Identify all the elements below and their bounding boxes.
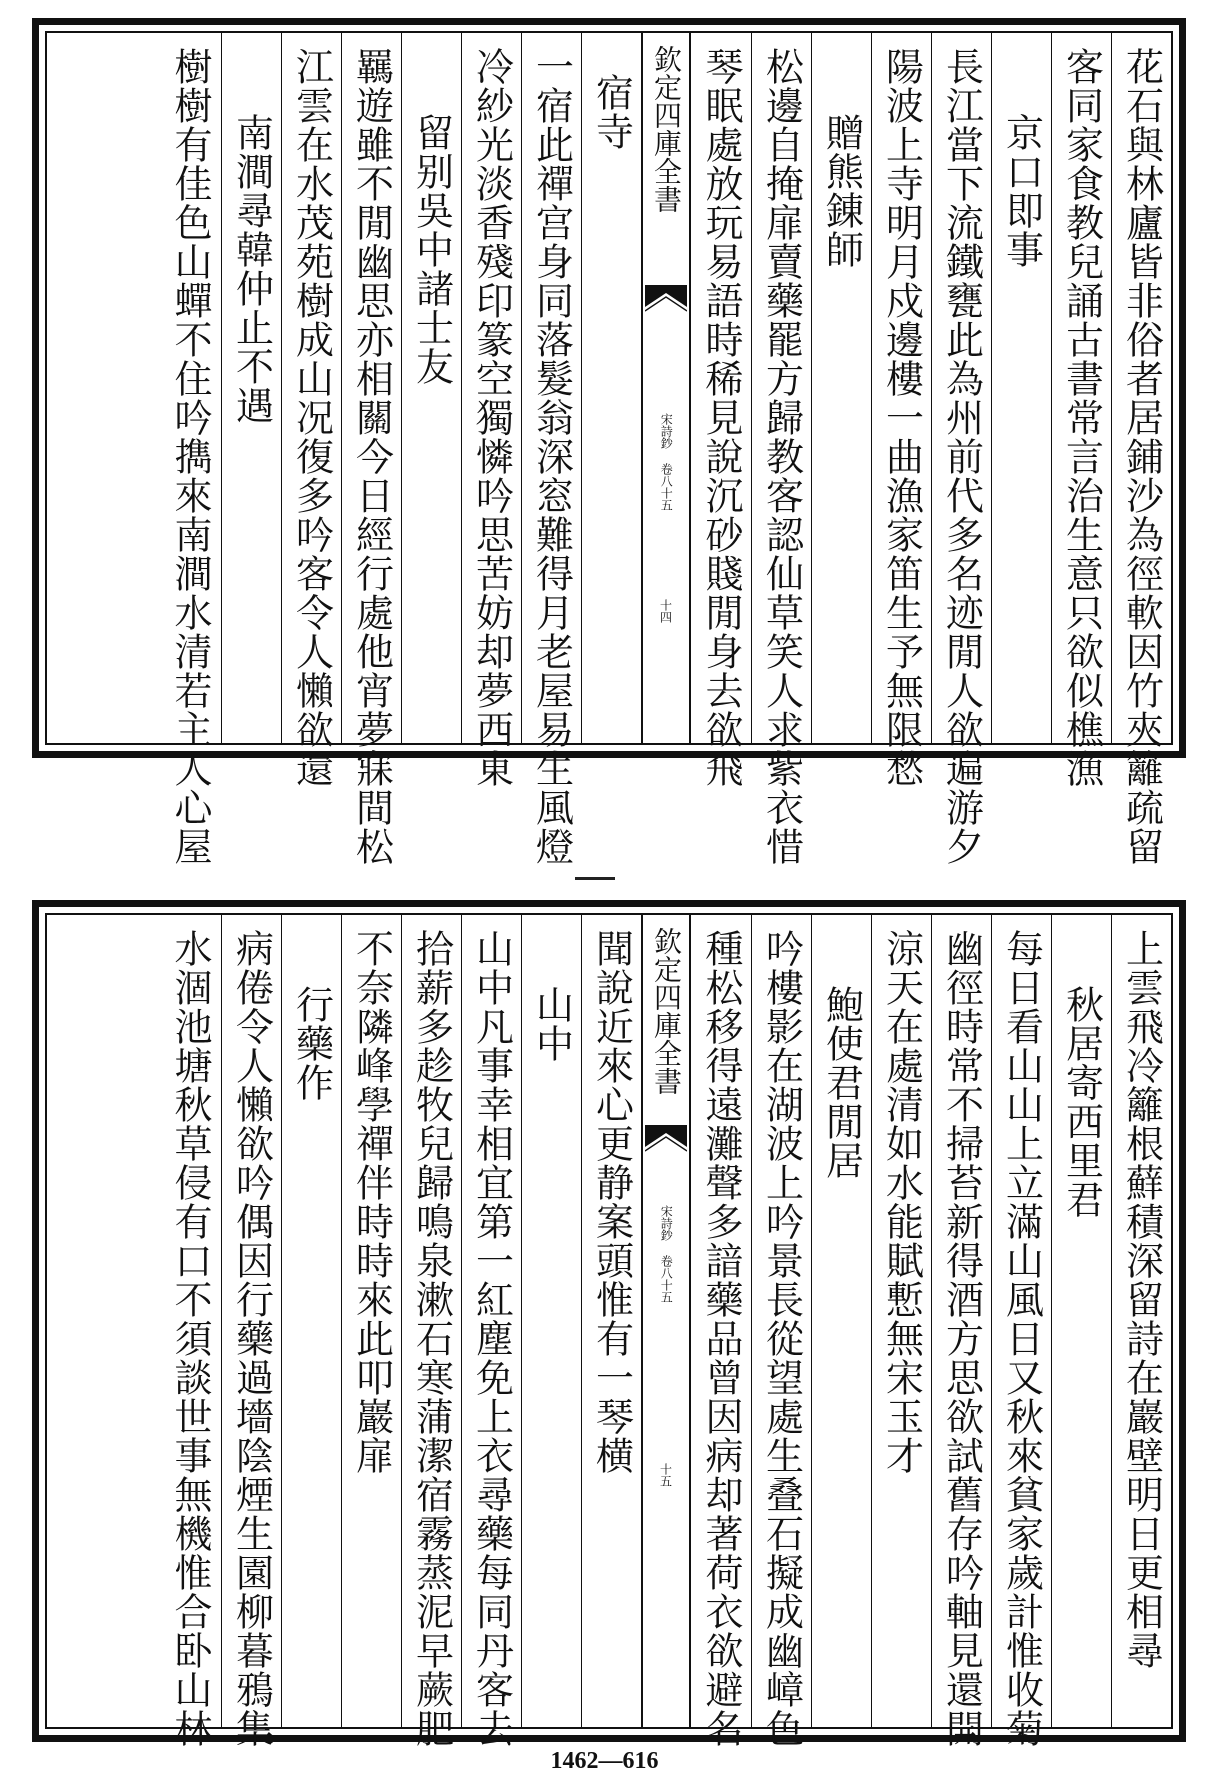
poem-title-column <box>991 33 1051 743</box>
column-text: 每日看山山上立滿山風日又秋來貧家歲計惟收菊 <box>999 929 1044 1748</box>
column-text: 冷紗光淡香殘印篆空獨憐吟思苦妨却夢西東 <box>469 47 514 788</box>
column-text: 不奈隣峰學禪伴時時來此叩巖扉 <box>349 929 394 1475</box>
poem-title-column <box>811 33 871 743</box>
poem-title-column <box>811 915 871 1727</box>
poem-title: 鮑使君閒居 <box>819 985 864 1180</box>
text-column <box>1111 915 1171 1727</box>
text-column <box>159 33 221 866</box>
column-text: 松邊自掩扉賣藥罷方歸教客認仙草笑人求紫衣惜 <box>759 47 804 866</box>
column-text: 客同家食教兒誦古書常言治生意只欲似樵漁 <box>1059 47 1104 788</box>
text-column <box>521 33 581 866</box>
poem-title: 秋居寄西里君 <box>1059 985 1104 1219</box>
poem-title-column <box>401 33 461 743</box>
poem-title-column <box>281 915 341 1727</box>
separator-dash <box>575 877 615 880</box>
text-column <box>281 33 341 788</box>
poem-title-column <box>581 33 641 743</box>
column-text: 上雲飛冷籬根蘚積深留詩在巖壁明日更相尋 <box>1119 929 1164 1670</box>
column-text: 涼天在處清如水能賦慙無宋玉才 <box>879 929 924 1475</box>
poem-title: 宿寺 <box>589 73 634 151</box>
spine-page-number: 十四 <box>658 599 673 623</box>
spine-title: 欽定四庫全書 <box>650 45 683 213</box>
spine-title: 欽定四庫全書 <box>650 927 683 1095</box>
text-column <box>931 33 991 866</box>
text-column <box>461 33 521 788</box>
bottom-page-inner <box>45 913 1173 1748</box>
text-column <box>931 915 991 1748</box>
poem-title-column <box>221 33 281 743</box>
center-spine <box>641 33 691 743</box>
text-column <box>991 915 1051 1748</box>
poem-title-column <box>521 915 581 1727</box>
text-column <box>401 915 461 1748</box>
poem-title: 行藥作 <box>289 985 334 1102</box>
column-text: 羈遊雖不閒幽思亦相關今日經行處他宵夢寐間松 <box>349 47 394 866</box>
column-text: 病倦令人懶欲吟偶因行藥過墻陰煙生園柳暮鴉集 <box>229 929 274 1748</box>
text-column <box>691 915 751 1748</box>
page-footer-number: 1462—616 <box>550 1748 659 1774</box>
column-text: 花石與林廬皆非俗者居鋪沙為徑軟因竹夾籬疏留 <box>1119 47 1164 866</box>
column-text: 種松移得遠灘聲多諳藥品曾因病却著荷衣欲避名 <box>699 929 743 1748</box>
poem-title: 南澗尋韓仲止不遇 <box>229 113 274 425</box>
text-column <box>221 915 281 1748</box>
column-text: 吟樓影在湖波上吟景長從望處生叠石擬成幽嶂色 <box>759 929 804 1748</box>
text-column <box>341 33 401 866</box>
column-text: 聞說近來心更静案頭惟有一琴横 <box>589 929 634 1475</box>
text-column <box>871 33 931 788</box>
text-column <box>581 915 641 1727</box>
fishtail-mark <box>645 1125 687 1155</box>
text-column <box>1051 33 1111 788</box>
column-text: 江雲在水茂苑樹成山况復多吟客令人懶欲還 <box>289 47 334 788</box>
text-column <box>751 33 811 866</box>
text-column <box>1111 33 1171 866</box>
column-text: 山中凡事幸相宜第一紅塵免上衣尋藥每同丹客去 <box>469 929 514 1748</box>
bottom-page-block <box>32 900 1186 1748</box>
text-column <box>159 915 221 1748</box>
text-column <box>461 915 521 1748</box>
text-column <box>691 33 751 788</box>
spine-volume: 宋詩鈔 卷八十五 <box>659 1205 674 1303</box>
column-text: 幽徑時常不掃苔新得酒方思欲試舊存吟軸見還開 <box>939 929 984 1748</box>
text-column <box>871 915 931 1727</box>
text-column <box>341 915 401 1727</box>
column-text: 陽波上寺明月戍邊樓一曲漁家笛生予無限愁 <box>879 47 924 788</box>
poem-title: 贈熊錬師 <box>819 113 864 269</box>
center-spine <box>641 915 691 1727</box>
column-text: 長江當下流鐵甕此為州前代多名迹閒人欲遍游夕 <box>939 47 984 866</box>
spine-volume: 宋詩鈔 卷八十五 <box>659 413 674 511</box>
column-text: 琴眠處放玩易語時稀見說沉砂賤閒身去欲飛 <box>699 47 743 788</box>
column-text: 樹樹有佳色山蟬不住吟擕來南澗水清若主人心屋 <box>168 47 212 866</box>
fishtail-mark <box>645 285 687 315</box>
poem-title: 留别吳中諸士友 <box>409 113 454 386</box>
top-page-block <box>32 18 1186 866</box>
poem-title-column <box>1051 915 1111 1727</box>
column-text: 一宿此禪宫身同落髮翁深窓難得月老屋易生風燈 <box>529 47 574 866</box>
poem-title: 京口即事 <box>999 113 1044 269</box>
column-text: 水涸池塘秋草侵有口不須談世事無機惟合卧山林 <box>168 929 212 1748</box>
column-text: 拾薪多趁牧兒歸鳴泉漱石寒蒲潔宿霧蒸泥早蕨肥 <box>409 929 454 1748</box>
spine-page-number: 十五 <box>658 1463 673 1487</box>
text-column <box>751 915 811 1748</box>
poem-title: 山中 <box>529 985 574 1063</box>
top-page-inner <box>45 31 1173 866</box>
